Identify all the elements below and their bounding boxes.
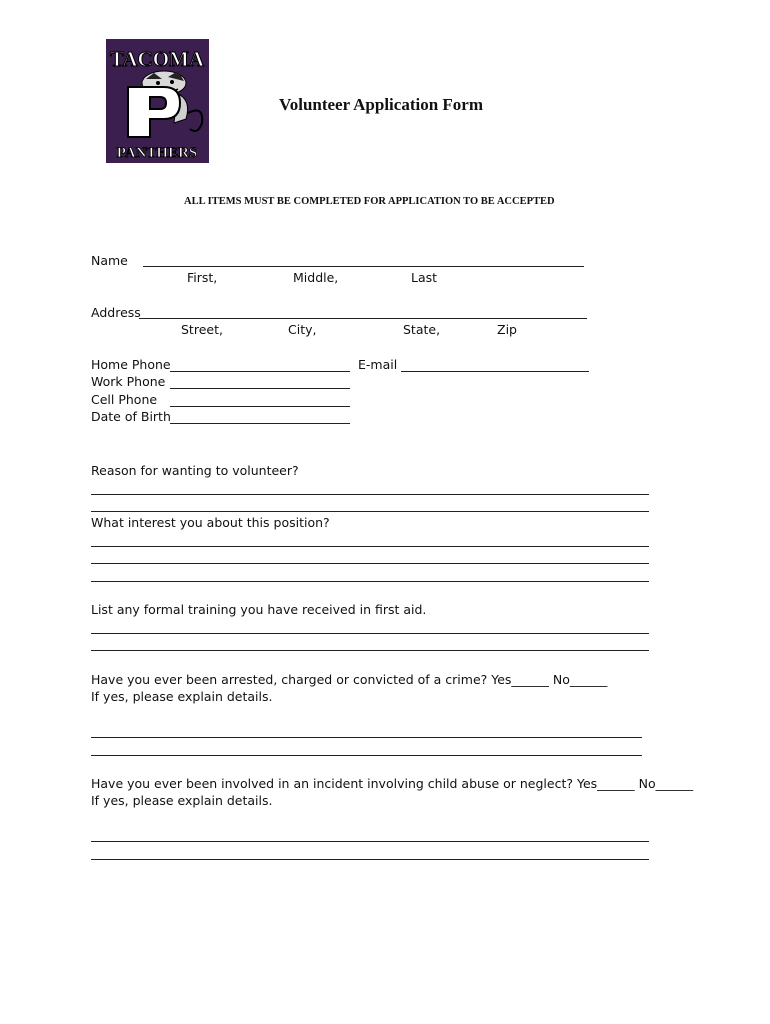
work-phone-label: Work Phone — [91, 374, 166, 389]
abuse-question: Have you ever been involved in an incident involving child abuse or neglect? Yes______ No______ — [91, 776, 694, 791]
abuse-answer-line[interactable] — [91, 859, 649, 860]
date-of-birth-field-line[interactable] — [170, 423, 350, 424]
home-phone-field-line[interactable] — [170, 371, 350, 372]
date-of-birth-label: Date of Birth — [91, 409, 171, 424]
abuse-explain-label: If yes, please explain details. — [91, 793, 273, 808]
interest-answer-line[interactable] — [91, 546, 649, 547]
address-zip-label: Zip — [497, 322, 517, 337]
name-middle-label: Middle, — [293, 270, 339, 285]
training-answer-line[interactable] — [91, 650, 649, 651]
abuse-answer-line[interactable] — [91, 841, 649, 842]
reason-answer-line[interactable] — [91, 494, 649, 495]
logo-top-text: TACOMA — [109, 47, 205, 71]
email-label: E-mail — [358, 357, 398, 372]
email-field-line[interactable] — [401, 371, 589, 372]
logo-letter: P — [139, 129, 140, 130]
interest-answer-line[interactable] — [91, 563, 649, 564]
work-phone-field-line[interactable] — [170, 388, 350, 389]
cell-phone-label: Cell Phone — [91, 392, 158, 407]
address-field-line[interactable] — [139, 318, 587, 319]
address-label: Address — [91, 305, 141, 320]
name-field-line[interactable] — [143, 266, 584, 267]
address-street-label: Street, — [181, 322, 223, 337]
interest-answer-line[interactable] — [91, 581, 649, 582]
arrest-answer-line[interactable] — [91, 755, 642, 756]
arrest-explain-label: If yes, please explain details. — [91, 689, 273, 704]
panther-logo-image — [106, 39, 209, 163]
reason-answer-line[interactable] — [91, 511, 649, 512]
interest-question: What interest you about this position? — [91, 515, 330, 530]
completion-notice: ALL ITEMS MUST BE COMPLETED FOR APPLICATION TO BE ACCEPTED — [184, 196, 555, 207]
cell-phone-field-line[interactable] — [170, 406, 350, 407]
name-last-label: Last — [411, 270, 438, 285]
arrest-question: Have you ever been arrested, charged or convicted of a crime? Yes______ No______ — [91, 672, 608, 687]
form-title: Volunteer Application Form — [279, 95, 484, 114]
reason-question: Reason for wanting to volunteer? — [91, 463, 299, 478]
arrest-answer-line[interactable] — [91, 737, 642, 738]
address-city-label: City, — [288, 322, 317, 337]
training-answer-line[interactable] — [91, 633, 649, 634]
school-logo — [106, 39, 209, 163]
home-phone-label: Home Phone — [91, 357, 171, 372]
name-label: Name — [91, 253, 128, 268]
address-state-label: State, — [403, 322, 441, 337]
training-question: List any formal training you have received in first aid. — [91, 602, 427, 617]
logo-bottom-text: PANTHERS — [116, 145, 198, 161]
name-first-label: First, — [187, 270, 218, 285]
